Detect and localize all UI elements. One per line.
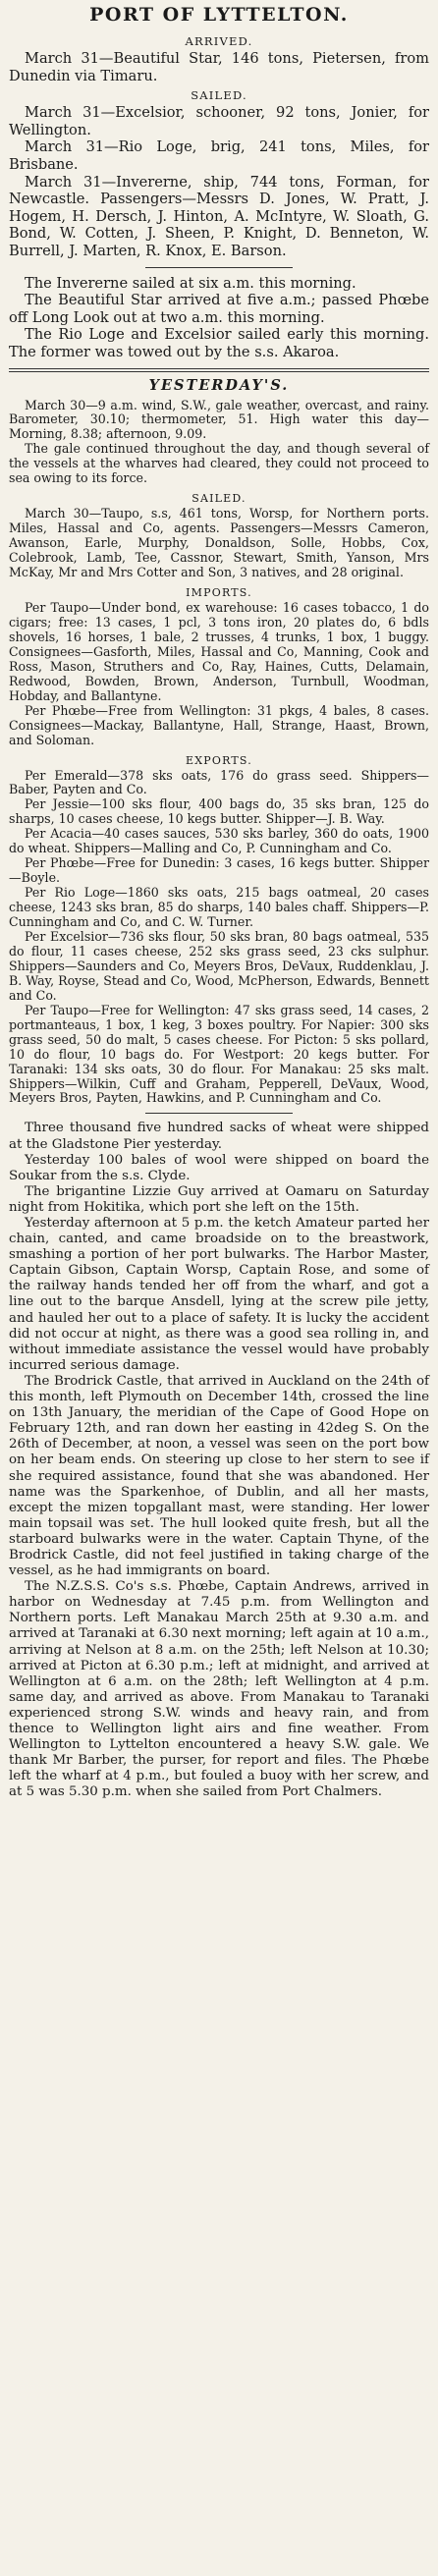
imports-heading: IMPORTS. [186, 585, 252, 599]
yesterdays-heading: YESTERDAY'S. [148, 376, 290, 394]
shipping-note: The Invererne sailed at six a.m. this morning. [25, 274, 356, 292]
section-divider [9, 368, 429, 372]
arrived-heading: ARRIVED. [185, 34, 253, 48]
sailed-entry: March 31—Excelsior, schooner, 92 tons, Jonier, for Wellington. [9, 104, 429, 138]
divider [145, 1113, 293, 1114]
export-entry: Per Acacia—40 cases sauces, 530 sks barley, 360 do oats, 1900 do wheat. Shippers—Malling and Co, P. Cunningham and Co. [9, 826, 429, 856]
export-entry: Per Phœbe—Free for Dunedin: 3 cases, 16 kegs butter. Shipper—Boyle. [9, 855, 429, 886]
news-paragraph: Three thousand five hundred sacks of wheat were shipped at the Gladstone Pier yesterday. [9, 1121, 429, 1152]
sailed-heading: SAILED. [191, 88, 247, 103]
news-paragraph: Yesterday afternoon at 5 p.m. the ketch Amateur parted her chain, canted, and came broadside on to the breastwork, smashing a portion of her port bulwarks. The Harbor Master, Captain Gibson, Captain Worsp, Captain Rose, and some of the railway hands tended her off from the wharf, and got a line out to the barque Ansdell, lying at the screw pile jetty, and hauled her out to a place of safety. It is lucky the accident did not occur at night, as there was a good sea rolling in, and without immediate assistance the vessel would have probably incurred serious damage. [9, 1216, 429, 1373]
shipping-note: The Rio Loge and Excelsior sailed early this morning. The former was towed out by the s.s. Akaroa. [9, 326, 429, 360]
news-paragraph: The N.Z.S.S. Co's s.s. Phœbe, Captain Andrews, arrived in harbor on Wednesday at 7.45 p.m. from Wellington and Northern ports. Left Manakau March 25th at 9.30 a.m. and arrived at Taranaki at 6.30 next morning; left again at 10 a.m., arriving at Nelson at 8 a.m. on the 25th; left Nelson at 10.30; arrived at Picton at 6.30 p.m.; left at midnight, and arrived at Wellington at 6 a.m. on the 28th; left Wellington at 4 p.m. same day, and arrived as above. From Manakau to Taranaki experienced strong S.W. winds and heavy rain, and from thence to Wellington light airs and fine weather. From Wellington to Lyttelton encountered a heavy S.W. gale. We thank Mr Barber, the purser, for report and files. The Phœbe left the wharf at 4 p.m., but fouled a buoy with her screw, and at 5 was 5.30 p.m. when she sailed from Port Chalmers. [9, 1579, 429, 1800]
news-paragraph: The Brodrick Castle, that arrived in Auckland on the 24th of this month, left Plymouth on December 14th, crossed the line on 13th January, the meridian of the Cape of Good Hope on February 12th, and ran down her easting in 42deg S. On the 26th of December, at noon, a vessel was seen on the port bow on her beam ends. On steering up close to her stern to see if she required assistance, found that she was abandoned. Her name was the Sparkenhoe, of Dublin, and all her masts, except the mizen topgallant mast, were standing. Her lower main topsail was set. The hull looked quite fresh, but all the starboard bulwarks were in the water. Captain Thyne, of the Brodrick Castle, did not feel justified in taking charge of the vessel, as he had immigrants on board. [9, 1373, 429, 1579]
yesterdays-sailed-heading: SAILED. [192, 492, 246, 506]
weather-note: The gale continued throughout the day, and though several of the vessels at the wharves had cleared, they could not proceed to sea owing to its force. [9, 441, 429, 486]
sailed-entry: March 31—Invererne, ship, 744 tons, Forman, for Newcastle. Passengers—Messrs D. Jones, W. Pratt, J. Hogem, H. Dersch, J. Hinton, A. McIntyre, W. Sloath, G. Bond, W. Cotten, J. Sheen, P. Knight, D. Benneton, W. Burrell, J. Marten, R. Knox, E. Barson. [9, 173, 429, 259]
shipping-note: The Beautiful Star arrived at five a.m.; passed Phœbe off Long Look out at two a.m. this morning. [9, 292, 429, 326]
export-entry: Per Excelsior—736 sks flour, 50 sks bran, 80 bags oatmeal, 535 do flour, 11 cases cheese, 252 sks grass seed, 23 cks sulphur. Shippers—Saunders and Co, Meyers Bros, DeVaux, Ruddenklau, J. B. Way, Royse, Stead and Co, Wood, McPherson, Edwards, Bennett and Co. [9, 929, 429, 1003]
news-paragraph: The brigantine Lizzie Guy arrived at Oamaru on Saturday night from Hokitika, which port she left on the 15th. [9, 1183, 429, 1215]
export-entry: Per Rio Loge—1860 sks oats, 215 bags oatmeal, 20 cases cheese, 1243 sks bran, 85 do sharps, 140 bales chaff. Shippers—P. Cunningham and Co, and C. W. Turner. [9, 885, 429, 930]
export-entry: Per Jessie—100 sks flour, 400 bags do, 35 sks bran, 125 do sharps, 10 cases cheese, 10 kegs butter. Shipper—J. B. Way. [9, 796, 429, 827]
arrived-entry: March 31—Beautiful Star, 146 tons, Pietersen, from Dunedin via Timaru. [9, 50, 429, 84]
import-entry: Per Taupo—Under bond, ex warehouse: 16 cases tobacco, 1 do cigars; free: 13 cases, 1 pcl, 3 tons iron, 20 plates do, 6 bdls shovels, 16 horses, 1 bale, 2 trusses, 4 trunks, 1 box, 1 buggy. Consignees—Gasforth, Miles, Hassal and Co, Manning, Cook and Ross, Mason, Struthers and Co, Ray, Haines, Cutts, Delamain, Redwood, Bowden, Brown, Anderson, Turnbull, Woodman, Hobday, and Ballantyne. [9, 599, 429, 703]
news-paragraph: Yesterday 100 bales of wool were shipped on board the Soukar from the s.s. Clyde. [9, 1152, 429, 1183]
export-entry: Per Emerald—378 sks oats, 176 do grass seed. Shippers—Baber, Payten and Co. [9, 767, 429, 797]
masthead: PORT OF LYTTELTON. [89, 4, 349, 26]
weather-report: March 30—9 a.m. wind, S.W., gale weather, overcast, and rainy. Barometer, 30.10; thermometer, 51. High water this day—Morning, 8.38; afternoon, 9.09. [9, 397, 429, 442]
import-entry: Per Phœbe—Free from Wellington: 31 pkgs, 4 bales, 8 cases. Consignees—Mackay, Ballantyne, Hall, Strange, Haast, Brown, and Soloman. [9, 702, 429, 747]
exports-heading: EXPORTS. [186, 753, 252, 767]
export-entry: Per Taupo—Free for Wellington: 47 sks grass seed, 14 cases, 2 portmanteaus, 1 box, 1 keg, 3 boxes poultry. For Napier: 300 sks grass seed, 50 do malt, 5 cases cheese. For Picton: 5 sks pollard, 10 do flour, 10 bags do. For Westport: 20 kegs butter. For Taranaki: 134 sks oats, 30 do flour. For Manakau: 25 sks malt. Shippers—Wilkin, Cuff and Graham, Pepperell, DeVaux, Wood, Meyers Bros, Payten, Hawkins, and P. Cunningham and Co. [9, 1002, 429, 1106]
divider [145, 267, 293, 268]
sailed-entry: March 31—Rio Loge, brig, 241 tons, Miles, for Brisbane. [9, 138, 429, 173]
sailed-entry: March 30—Taupo, s.s, 461 tons, Worsp, for Northern ports. Miles, Hassal and Co, agents. Passengers—Messrs Cameron, Awanson, Earle, Murphy, Donaldson, Solle, Hobbs, Cox, Colebrook, Lamb, Tee, Cassnor, Stewart, Smith, Yanson, Mrs McKay, Mr and Mrs Cotter and Son, 3 natives, and 28 original. [9, 506, 429, 580]
